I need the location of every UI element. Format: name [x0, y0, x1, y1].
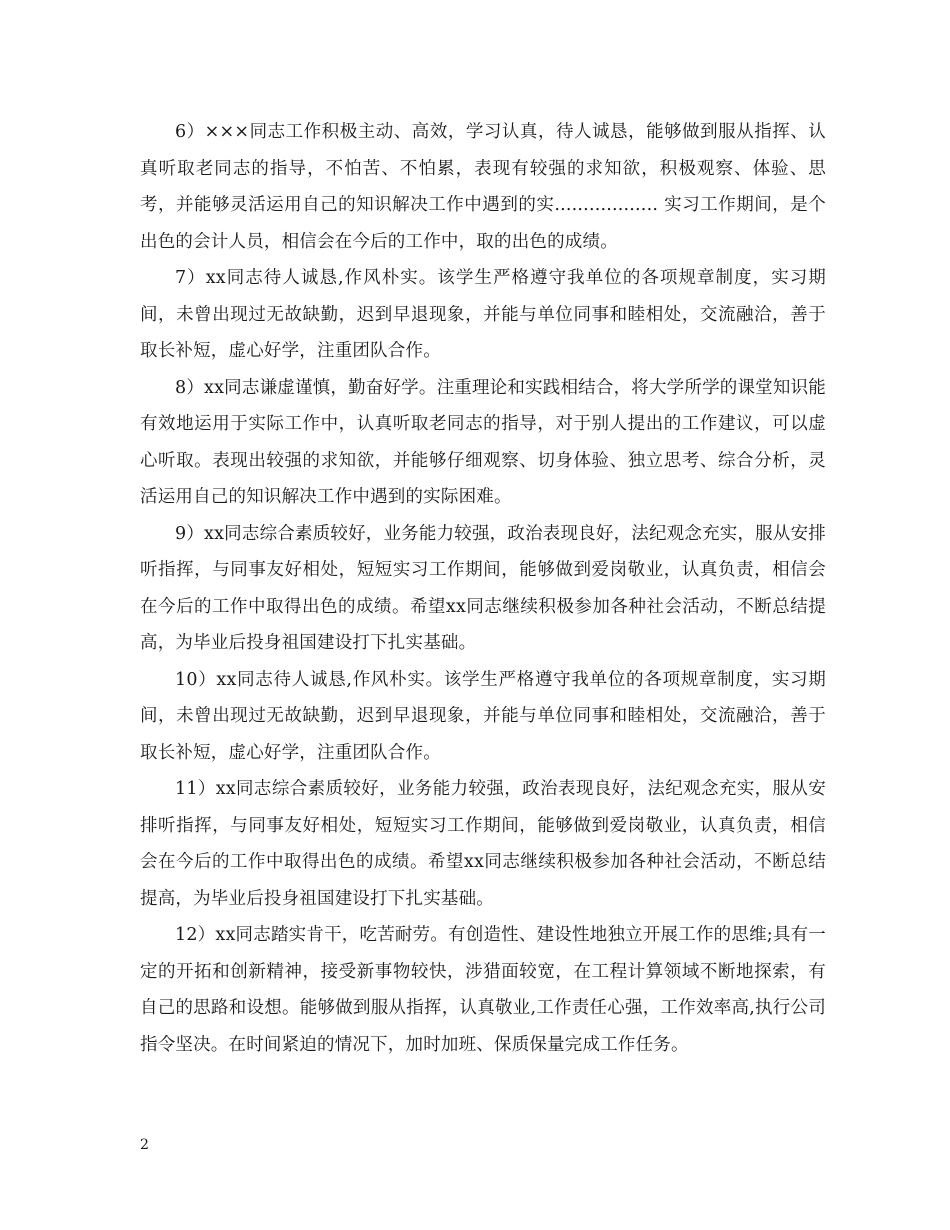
paragraph-9: 9）xx同志综合素质较好，业务能力较强，政治表现良好，法纪观念充实，服从安排听指挥，与同事友好相处，短短实习工作期间，能够做到爱岗敬业，认真负责，相信会在今后的工作中取得出色的成绩。希望xx同志继续积极参加各种社会活动，不断总结提高，为毕业后投身祖国建设打下扎实基础。: [140, 523, 826, 653]
paragraph-11: 11）xx同志综合素质较好，业务能力较强，政治表现良好，法纪观念充实，服从安排听指挥，与同事友好相处，短短实习工作期间，能够做到爱岗敬业，认真负责，相信会在今后的工作中取得出色的成绩。希望xx同志继续积极参加各种社会活动，不断总结提高，为毕业后投身祖国建设打下扎实基础。: [140, 779, 826, 909]
document-body: [140, 114, 826, 1063]
paragraph-10: 10）xx同志待人诚恳,作风朴实。该学生严格遵守我单位的各项规章制度，实习期间，未曾出现过无故缺勤，迟到早退现象，并能与单位同事和睦相处，交流融洽，善于取长补短，虚心好学，注重团队合作。: [140, 669, 826, 763]
paragraph-7: 7）xx同志待人诚恳,作风朴实。该学生严格遵守我单位的各项规章制度，实习期间，未曾出现过无故缺勤，迟到早退现象，并能与单位同事和睦相处，交流融洽，善于取长补短，虚心好学，注重团队合作。: [140, 268, 826, 361]
paragraph-8: 8）xx同志谦虚谨慎，勤奋好学。注重理论和实践相结合，将大学所学的课堂知识能有效地运用于实际工作中，认真听取老同志的指导，对于别人提出的工作建议，可以虚心听取。表现出较强的求知欲，并能够仔细观察、切身体验、独立思考、综合分析，灵活运用自己的知识解决工作中遇到的实际困难。: [140, 377, 826, 507]
page-number: 2: [140, 1137, 149, 1153]
paragraph-12: 12）xx同志踏实肯干，吃苦耐劳。有创造性、建设性地独立开展工作的思维;具有一定的开拓和创新精神，接受新事物较快，涉猎面较宽，在工程计算领域不断地探索，有自己的思路和设想。能够做到服从指挥，认真敬业,工作责任心强，工作效率高,执行公司指令坚决。在时间紧迫的情况下，加时加班、保质保量完成工作任务。: [140, 925, 826, 1055]
paragraph-6: 6）×××同志工作积极主动、高效，学习认真，待人诚恳，能够做到服从指挥、认真听取老同志的指导，不怕苦、不怕累，表现有较强的求知欲，积极观察、体验、思考，并能够灵活运用自己的知识解决工作中遇到的实.................. 实习工作期间，是个出色的会计人员，相信会在今后的工作中，取的出色的成绩。: [140, 122, 826, 252]
